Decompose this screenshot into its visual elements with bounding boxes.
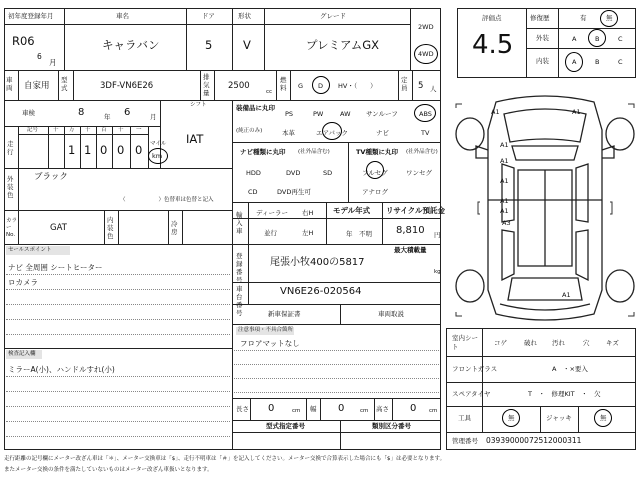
inspection-year: 8 — [78, 107, 85, 118]
tv-type-sub: (社外品含む) — [406, 149, 438, 155]
sales-point-line-1: ナビ 全周囲 シートヒーター — [8, 263, 103, 272]
recycle-fee-label: リサイクル預託金 — [386, 206, 445, 215]
plate-label: 登録番号 — [236, 252, 243, 284]
tv-type-label: TV種類に丸印 — [356, 148, 398, 156]
height-label: 高さ — [376, 405, 389, 413]
exterior-note: （ ）色替車は色替と記入 — [120, 197, 214, 203]
model-year-value: 年 不明 — [346, 230, 372, 238]
chassis-value: VN6E26-020564 — [280, 286, 362, 297]
grade-value: プレミアムGX — [306, 38, 380, 52]
equip-leather: 本革 — [282, 129, 295, 137]
navi-type-label: ナビ種類に丸印 — [240, 148, 286, 156]
fuel-label: 燃料 — [280, 76, 287, 92]
sales-point-line-2: ロカメラ — [8, 278, 38, 287]
type-cert-label: 型式指定番号 — [266, 422, 305, 430]
width-cm: cm — [360, 408, 369, 414]
digit-header-ichi: 一 — [136, 127, 142, 133]
equip-airbag: エアバック — [316, 129, 348, 137]
ext-a: A — [572, 35, 577, 43]
category-label: 類別区分番号 — [372, 422, 411, 430]
warranty-label: 新車保証書 — [268, 310, 301, 318]
grade-label: グレード — [320, 12, 346, 20]
footer-line-2: またメーター交換の条件を満たしていないものはメーター改ざん車扱いとなります。 — [4, 467, 213, 473]
vehicle-damage-diagram — [452, 90, 638, 326]
model-year-label: モデル年式 — [333, 206, 371, 215]
damage-mark-left-rear: A3 — [502, 219, 511, 227]
damage-mark-front-left: A1 — [491, 108, 500, 116]
import-dealer: ディーラー — [256, 209, 288, 217]
navi-dvd-play: DVD再生可 — [277, 188, 311, 196]
max-load-kg: kg — [434, 269, 441, 275]
fuel-hv: HV・（ ） — [338, 82, 377, 90]
shape-label: 形状 — [238, 12, 251, 20]
seat-tear: 破れ — [524, 339, 537, 347]
inspection-month-unit: 月 — [150, 113, 157, 121]
model-value: 3DF-VN6E26 — [100, 81, 154, 91]
damage-mark-left-1: A1 — [500, 141, 509, 149]
interior-color-label: 内装色 — [107, 216, 114, 240]
recycle-fee-value: 8,810 — [396, 225, 425, 236]
first-reg-month: 6 — [37, 52, 42, 61]
displacement-label: 排気量 — [203, 73, 210, 97]
capacity-label: 定員 — [401, 76, 408, 92]
tools-label: 工具 — [458, 414, 471, 422]
digit-header-jyu: 十 — [118, 127, 124, 133]
jack-circle — [594, 409, 612, 427]
mileage-digit-1: 1 — [68, 143, 76, 157]
damage-mark-left-5: A1 — [500, 207, 509, 215]
repair-yes: 有 — [580, 14, 587, 22]
seat-burn: コゲ — [494, 339, 507, 347]
equip-abs-circle — [414, 104, 436, 122]
ext-label: 外装 — [536, 34, 549, 42]
mileage-digit-4: 0 — [117, 143, 125, 157]
color-no-value: GAT — [50, 223, 67, 233]
plate-value: 尾張小牧400の5817 — [270, 257, 365, 268]
navi-dvd: DVD — [286, 169, 301, 177]
equip-aw: AW — [340, 110, 351, 118]
tools-circle — [502, 409, 520, 427]
digit-header-mark: 記号 — [27, 127, 39, 133]
jack-label: ジャッキ — [546, 414, 572, 422]
navi-cd: CD — [248, 188, 258, 196]
int-a: A — [572, 58, 577, 66]
tools-value: 無 — [508, 414, 515, 422]
first-reg-era: R06 — [12, 34, 35, 48]
fuel-d: D — [318, 82, 324, 90]
equip-sunroof: サンルーフ — [366, 110, 398, 118]
spare-tire-value: T ・ 修理KIT ・ 欠 — [528, 390, 601, 398]
damage-mark-front-right: A1 — [572, 108, 581, 116]
mileage-digit-5: 0 — [135, 143, 143, 157]
color-no-label: カラーNo. — [6, 218, 18, 238]
front-glass-value: A ・×要入 — [552, 365, 588, 373]
ext-c: C — [618, 35, 623, 43]
equipment-sublabel: (純正のみ) — [236, 128, 263, 134]
damage-mark-left-3: A1 — [500, 177, 509, 185]
damage-mark-left-2: A1 — [500, 157, 509, 165]
manual-label: 車両取説 — [378, 310, 404, 318]
mileage-digit-2: 1 — [84, 143, 92, 157]
fuel-d-circle — [312, 76, 330, 94]
import-label: 輸入車 — [236, 211, 243, 235]
usage-label: 車両 — [6, 76, 13, 92]
shift-value: IAT — [186, 132, 204, 146]
import-left: 左H — [302, 229, 314, 237]
drive-4wd-circle — [414, 44, 438, 64]
max-load-label: 最大積載量 — [394, 246, 427, 254]
int-label: 内装 — [536, 57, 549, 65]
ext-b-circle — [588, 29, 606, 47]
length-value: 0 — [268, 403, 275, 414]
digit-header-hyaku: 百 — [101, 127, 107, 133]
mgmt-value: 03939000072512000311 — [486, 436, 582, 445]
check-label: 検査記入欄 — [8, 351, 36, 357]
inspection-year-unit: 年 — [104, 113, 111, 121]
first-reg-month-unit: 月 — [49, 58, 57, 67]
import-parallel: 並行 — [264, 229, 277, 237]
int-b: B — [595, 58, 600, 66]
jack-value: 無 — [600, 414, 607, 422]
height-cm: cm — [429, 408, 438, 414]
model-label: 型式 — [61, 76, 68, 92]
equip-navi: ナビ — [376, 129, 389, 137]
inspection-label: 車検 — [22, 109, 35, 117]
score-value: 4.5 — [472, 30, 514, 60]
damage-mark-left-4: A1 — [500, 197, 509, 205]
main-sheet-frame — [4, 8, 441, 450]
digit-header-sen: 千 — [85, 127, 91, 133]
spare-tire-label: スペアタイヤ — [452, 390, 491, 398]
equip-tv: TV — [421, 129, 430, 137]
digit-header-10man: 十 — [53, 127, 59, 133]
exterior-label: 外装色 — [7, 175, 14, 199]
shape-value: V — [243, 38, 251, 52]
mile-unit: マイル — [150, 141, 167, 147]
equip-ps: PS — [285, 110, 294, 118]
tv-fullseg-circle — [366, 161, 384, 179]
recycle-fee-yen: 円 — [434, 231, 441, 239]
ext-b: B — [595, 35, 600, 43]
seat-scratch: キズ — [606, 339, 619, 347]
check-line-1: ミラーA(小)、ハンドルすれ(小) — [8, 365, 115, 374]
navi-hdd: HDD — [246, 169, 261, 177]
capacity-value: 5 — [418, 81, 424, 91]
ac-label: 冷房 — [171, 220, 178, 236]
drive-4wd: 4WD — [418, 50, 434, 58]
digit-header-man: 万 — [69, 127, 75, 133]
score-label: 評価点 — [482, 14, 502, 22]
front-glass-label: フロントガラス — [452, 365, 498, 373]
shift-label: シフト — [190, 102, 207, 108]
width-label: 幅 — [310, 405, 317, 413]
displacement-value: 2500 — [228, 81, 250, 91]
usage-value: 自家用 — [24, 81, 50, 91]
fuel-g: G — [298, 82, 304, 90]
seat-hole: 穴 — [583, 339, 590, 347]
sales-point-label: セールスポイント — [8, 247, 52, 253]
import-right: 右H — [302, 209, 314, 217]
int-c: C — [618, 58, 623, 66]
tv-fullseg: フルセグ — [362, 169, 388, 177]
length-label: 長さ — [236, 405, 249, 413]
inspection-month: 6 — [124, 107, 131, 118]
car-name-label: 車名 — [116, 12, 129, 20]
length-cm: cm — [292, 408, 301, 414]
tv-analog: アナログ — [362, 188, 388, 196]
int-a-circle — [565, 52, 583, 72]
km-unit: km — [152, 152, 163, 160]
repair-label: 修復歴 — [530, 14, 550, 22]
equipment-label: 装備品に丸印 — [236, 104, 275, 112]
height-value: 0 — [410, 403, 417, 414]
mileage-digit-3: 0 — [100, 143, 108, 157]
notes-label: 注意事項・不具合箇所 — [238, 327, 294, 333]
mgmt-label: 管理番号 — [452, 437, 478, 445]
navi-sd: SD — [323, 169, 333, 177]
mileage-label: 走行 — [7, 140, 14, 156]
first-reg-label: 初年度登録年月 — [8, 12, 54, 20]
navi-type-sub: (社外品含む) — [298, 149, 330, 155]
repair-no-circle — [600, 10, 618, 27]
chassis-label: 車台番号 — [236, 285, 243, 317]
capacity-unit: 人 — [430, 85, 437, 93]
exterior-color: ブラック — [34, 172, 68, 182]
drive-2wd: 2WD — [418, 23, 434, 31]
door-label: ドア — [202, 12, 215, 20]
notes-line-1: フロアマットなし — [240, 339, 300, 348]
width-value: 0 — [338, 403, 345, 414]
equip-pw: PW — [313, 110, 324, 118]
seat-dirt: 汚れ — [552, 339, 565, 347]
tv-oneseg: ワンセグ — [406, 169, 432, 177]
km-circle — [148, 148, 168, 164]
repair-no: 無 — [606, 14, 613, 22]
equip-abs: ABS — [419, 110, 432, 118]
seat-label: 室内シート — [452, 334, 478, 351]
damage-mark-rear: A1 — [562, 291, 571, 299]
car-name: キャラバン — [102, 38, 160, 52]
door-count: 5 — [205, 38, 213, 52]
equip-airbag-circle — [322, 122, 342, 140]
cc-unit: cc — [266, 89, 273, 95]
footer-line-1: 走行距離の記号欄にメーター改ざん車は「＊」、メーター交換車は「$」、走行不明車は「＃」を記入してください。メーター交換で合算表示した場合にも「$」は必要となります。 — [4, 456, 446, 462]
